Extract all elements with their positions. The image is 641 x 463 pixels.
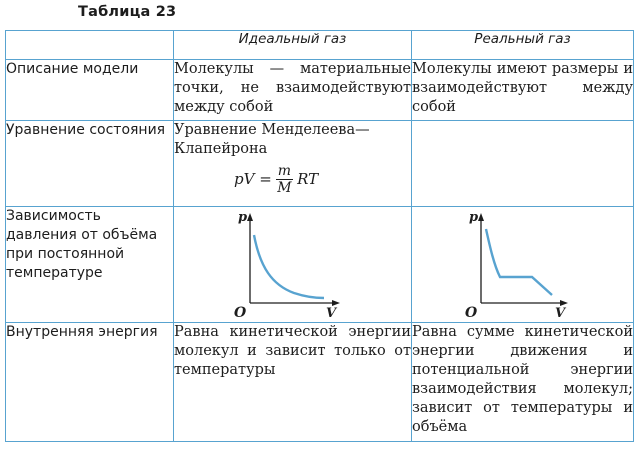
origin-label-ideal: O: [234, 305, 247, 319]
cell-graph-real: [412, 207, 634, 323]
v-label-real: V: [555, 306, 566, 319]
cell-energy-ideal: Равна кинетической энергии молекул и зависит только от температуры: [174, 323, 412, 442]
formula-rhs: RT: [297, 170, 319, 188]
y-arrow-real: [478, 213, 484, 221]
y-arrow-ideal: [247, 213, 253, 221]
row-energy: [6, 323, 634, 442]
graph-ideal-gas: [174, 207, 410, 319]
cell-model-ideal: Молекулы — материальные точки, не взаимодействуют между собой: [174, 60, 412, 121]
formula-denominator: M: [277, 180, 292, 196]
origin-label-real: O: [465, 305, 478, 319]
formula-fraction: [276, 163, 293, 196]
label-dependence: Зависимость давления от объёма при постоянной температуре: [6, 207, 174, 323]
isotherm-curve-ideal: [254, 235, 324, 298]
formula-numerator: m: [277, 163, 292, 179]
row-state-equation: [6, 121, 634, 207]
v-label-ideal: V: [326, 306, 337, 319]
graph-real-gas: [412, 207, 632, 319]
formula-lhs: pV =: [234, 170, 272, 188]
row-model: [6, 60, 634, 121]
cell-state-equation-real: [412, 121, 634, 207]
cell-model-real: Молекулы имеют размеры и взаимодействуют между собой: [412, 60, 634, 121]
state-formula: [234, 163, 411, 196]
cell-energy-real: Равна сумме кинетической энергии движения и потенциальной энергии взаимодействия молекул; зависит от температуры и объёма: [412, 323, 634, 442]
label-state-equation: Уравнение состояния: [6, 121, 174, 207]
label-energy: Внутренняя энергия: [6, 323, 174, 442]
table-caption: Таблица 23: [78, 4, 177, 20]
header-empty: [6, 31, 174, 60]
header-ideal-gas: Идеальный газ: [174, 31, 412, 60]
label-model: Описание модели: [6, 60, 174, 121]
cell-graph-ideal: [174, 207, 412, 323]
row-dependence: [6, 207, 634, 323]
comparison-table: [5, 30, 634, 442]
cell-state-equation-ideal: [174, 121, 412, 207]
p-label-real: p: [469, 210, 479, 225]
isotherm-curve-real: [486, 229, 552, 295]
equation-name: Уравнение Менделеева—Клапейрона: [174, 122, 370, 157]
p-label-ideal: p: [238, 210, 248, 225]
header-row: [6, 31, 634, 60]
header-real-gas: Реальный газ: [412, 31, 634, 60]
